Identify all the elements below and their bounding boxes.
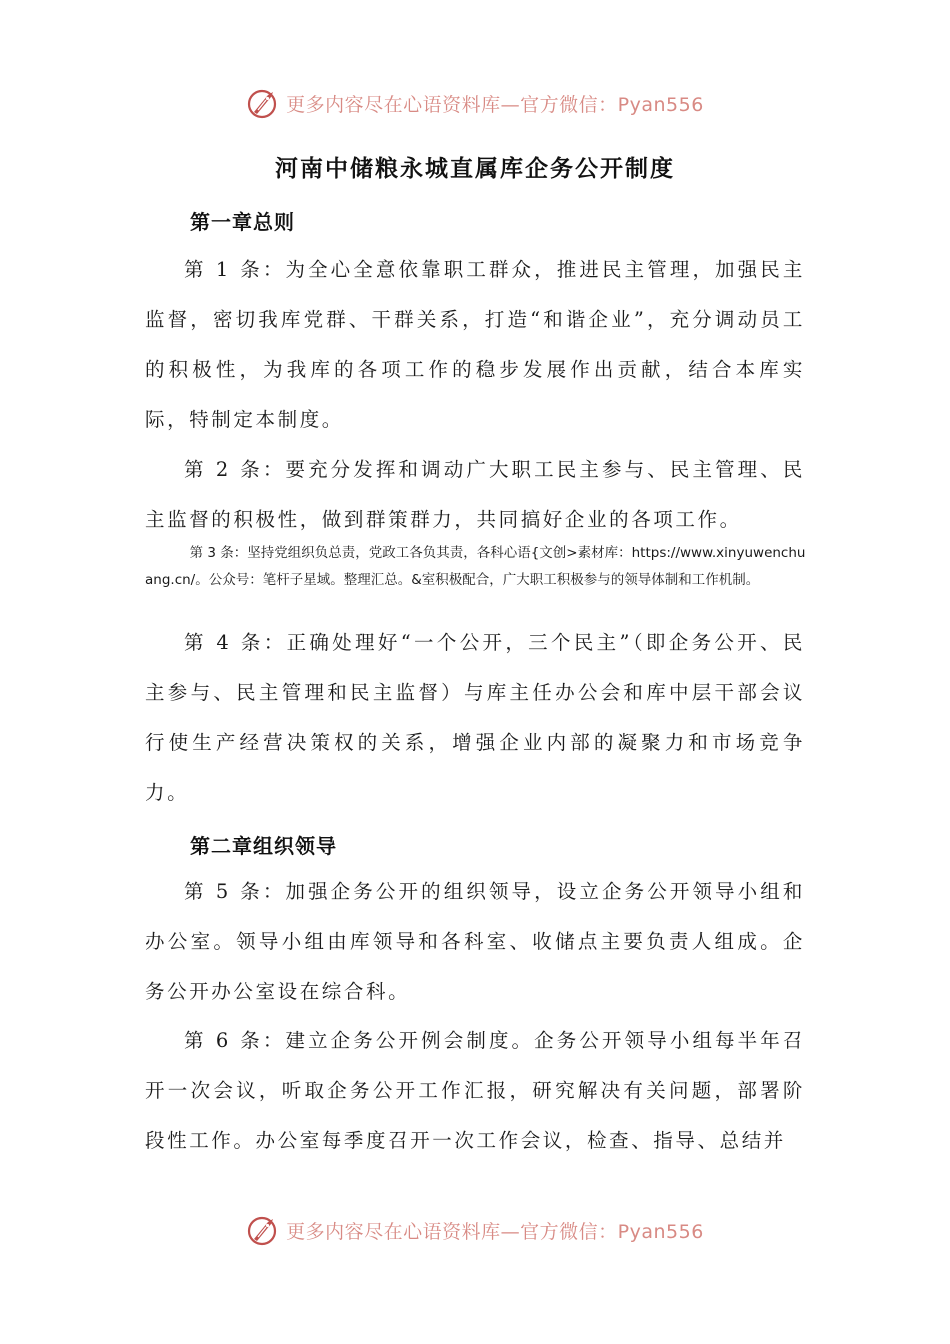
chapter-heading-1: 第一章总则 xyxy=(190,210,295,234)
article-1: 第 1 条：为全心全意依靠职工群众，推进民主管理，加强民主监督，密切我库党群、干群关系，打造“和谐企业”，充分调动员工的积极性，为我库的各项工作的稳步发展作出贡献，结合本库实际，特制定本制度。 xyxy=(145,258,805,431)
banner-promo-text: 更多内容尽在心语资料库—官方微信：Pyan556 xyxy=(286,1220,704,1243)
article-4: 第 4 条：正确处理好“一个公开，三个民主”（即企务公开、民主参与、民主管理和民主监督）与库主任办公会和库中层干部会议行使生产经营决策权的关系，增强企业内部的凝聚力和市场竞争力。 xyxy=(145,631,805,804)
pen-nib-circle-icon xyxy=(246,86,280,120)
banner-wechat-id: Pyan556 xyxy=(617,93,704,116)
banner-wechat-id: Pyan556 xyxy=(617,1220,704,1243)
article-3: 第 3 条：坚持党组织负总责，党政工各负其责，各科心语{文创>素材库：https://www.xinyuwenchuang.cn/。公众号：笔杆子星域。整理汇总。&室积极配合，广大职工积极参与的领导体制和工作机制。 xyxy=(145,545,806,588)
article-6: 第 6 条：建立企务公开例会制度。企务公开领导小组每半年召开一次会议，听取企务公开工作汇报，研究解决有关问题，部署阶段性工作。办公室每季度召开一次工作会议，检查、指导、总结并 xyxy=(145,1029,805,1152)
pen-nib-circle-icon xyxy=(246,1213,280,1247)
article-5: 第 5 条：加强企务公开的组织领导，设立企务公开领导小组和办公室。领导小组由库领导和各科室、收储点主要负责人组成。企务公开办公室设在综合科。 xyxy=(145,880,805,1003)
header-banner xyxy=(0,81,950,125)
footer-banner xyxy=(0,1208,950,1252)
document-title: 河南中储粮永城直属库企务公开制度 xyxy=(275,155,675,182)
banner-promo-text: 更多内容尽在心语资料库—官方微信：Pyan556 xyxy=(286,93,704,116)
chapter-heading-2: 第二章组织领导 xyxy=(190,834,337,858)
article-2: 第 2 条：要充分发挥和调动广大职工民主参与、民主管理、民主监督的积极性，做到群策群力，共同搞好企业的各项工作。 xyxy=(145,458,805,531)
